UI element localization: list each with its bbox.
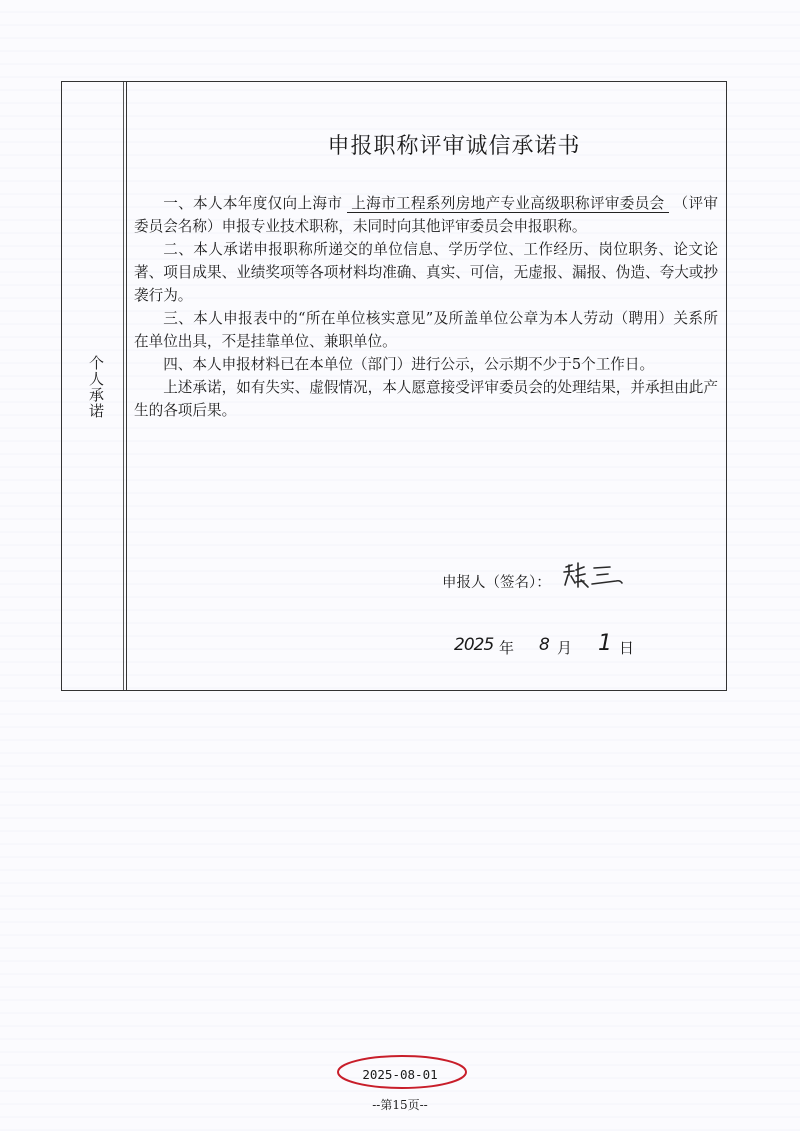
para1-suffix: （评审委员会名称）申报专业技术职称，未同时向其他评审委员会申报职称。 [134, 195, 718, 235]
commitment-paragraph-4: 四、本人申报材料已在本单位（部门）进行公示，公示期不少于5个工作日。 [163, 356, 655, 373]
handwritten-signature [560, 559, 624, 593]
double-rule [123, 82, 124, 690]
side-column [62, 82, 127, 690]
stamp-date: 2025-08-01 [362, 1067, 438, 1082]
date-year-handwritten: 2025 [454, 635, 494, 655]
date-month-handwritten: 8 [539, 635, 550, 655]
commitment-paragraph-3: 三、本人申报表中的“所在单位核实意见”及所盖单位公章为本人劳动（聘用）关系所在单位出具，不是挂靠单位、兼职单位。 [134, 310, 718, 350]
commitment-body [134, 192, 718, 422]
signature-label: 申报人（签名）： [442, 575, 551, 591]
commitment-paragraph-1 [134, 192, 718, 238]
para1-prefix: 一、本人本年度仅向上海市 [163, 195, 343, 212]
committee-name-field: 上海市工程系列房地产专业高级职称评审委员会 [347, 195, 668, 213]
date-year-label: 年 [499, 639, 515, 657]
page-number: --第15页-- [372, 1098, 428, 1112]
commitment-form-table [61, 81, 727, 691]
side-label-personal-commitment: 个人承诺 [87, 355, 105, 419]
form-title: 申报职称评审诚信承诺书 [327, 134, 581, 159]
commitment-paragraph-5: 上述承诺，如有失实、虚假情况，本人愿意接受评审委员会的处理结果，并承担由此产生的各项后果。 [134, 379, 718, 419]
commitment-paragraph-2: 二、本人承诺申报职称所递交的单位信息、学历学位、工作经历、岗位职务、论文论著、项目成果、业绩奖项等各项材料均准确、真实、可信，无虚报、漏报、伪造、夸大或抄袭行为。 [134, 241, 718, 304]
date-day-handwritten: 1 [598, 631, 612, 656]
date-day-label: 日 [619, 639, 635, 657]
date-month-label: 月 [557, 639, 573, 657]
